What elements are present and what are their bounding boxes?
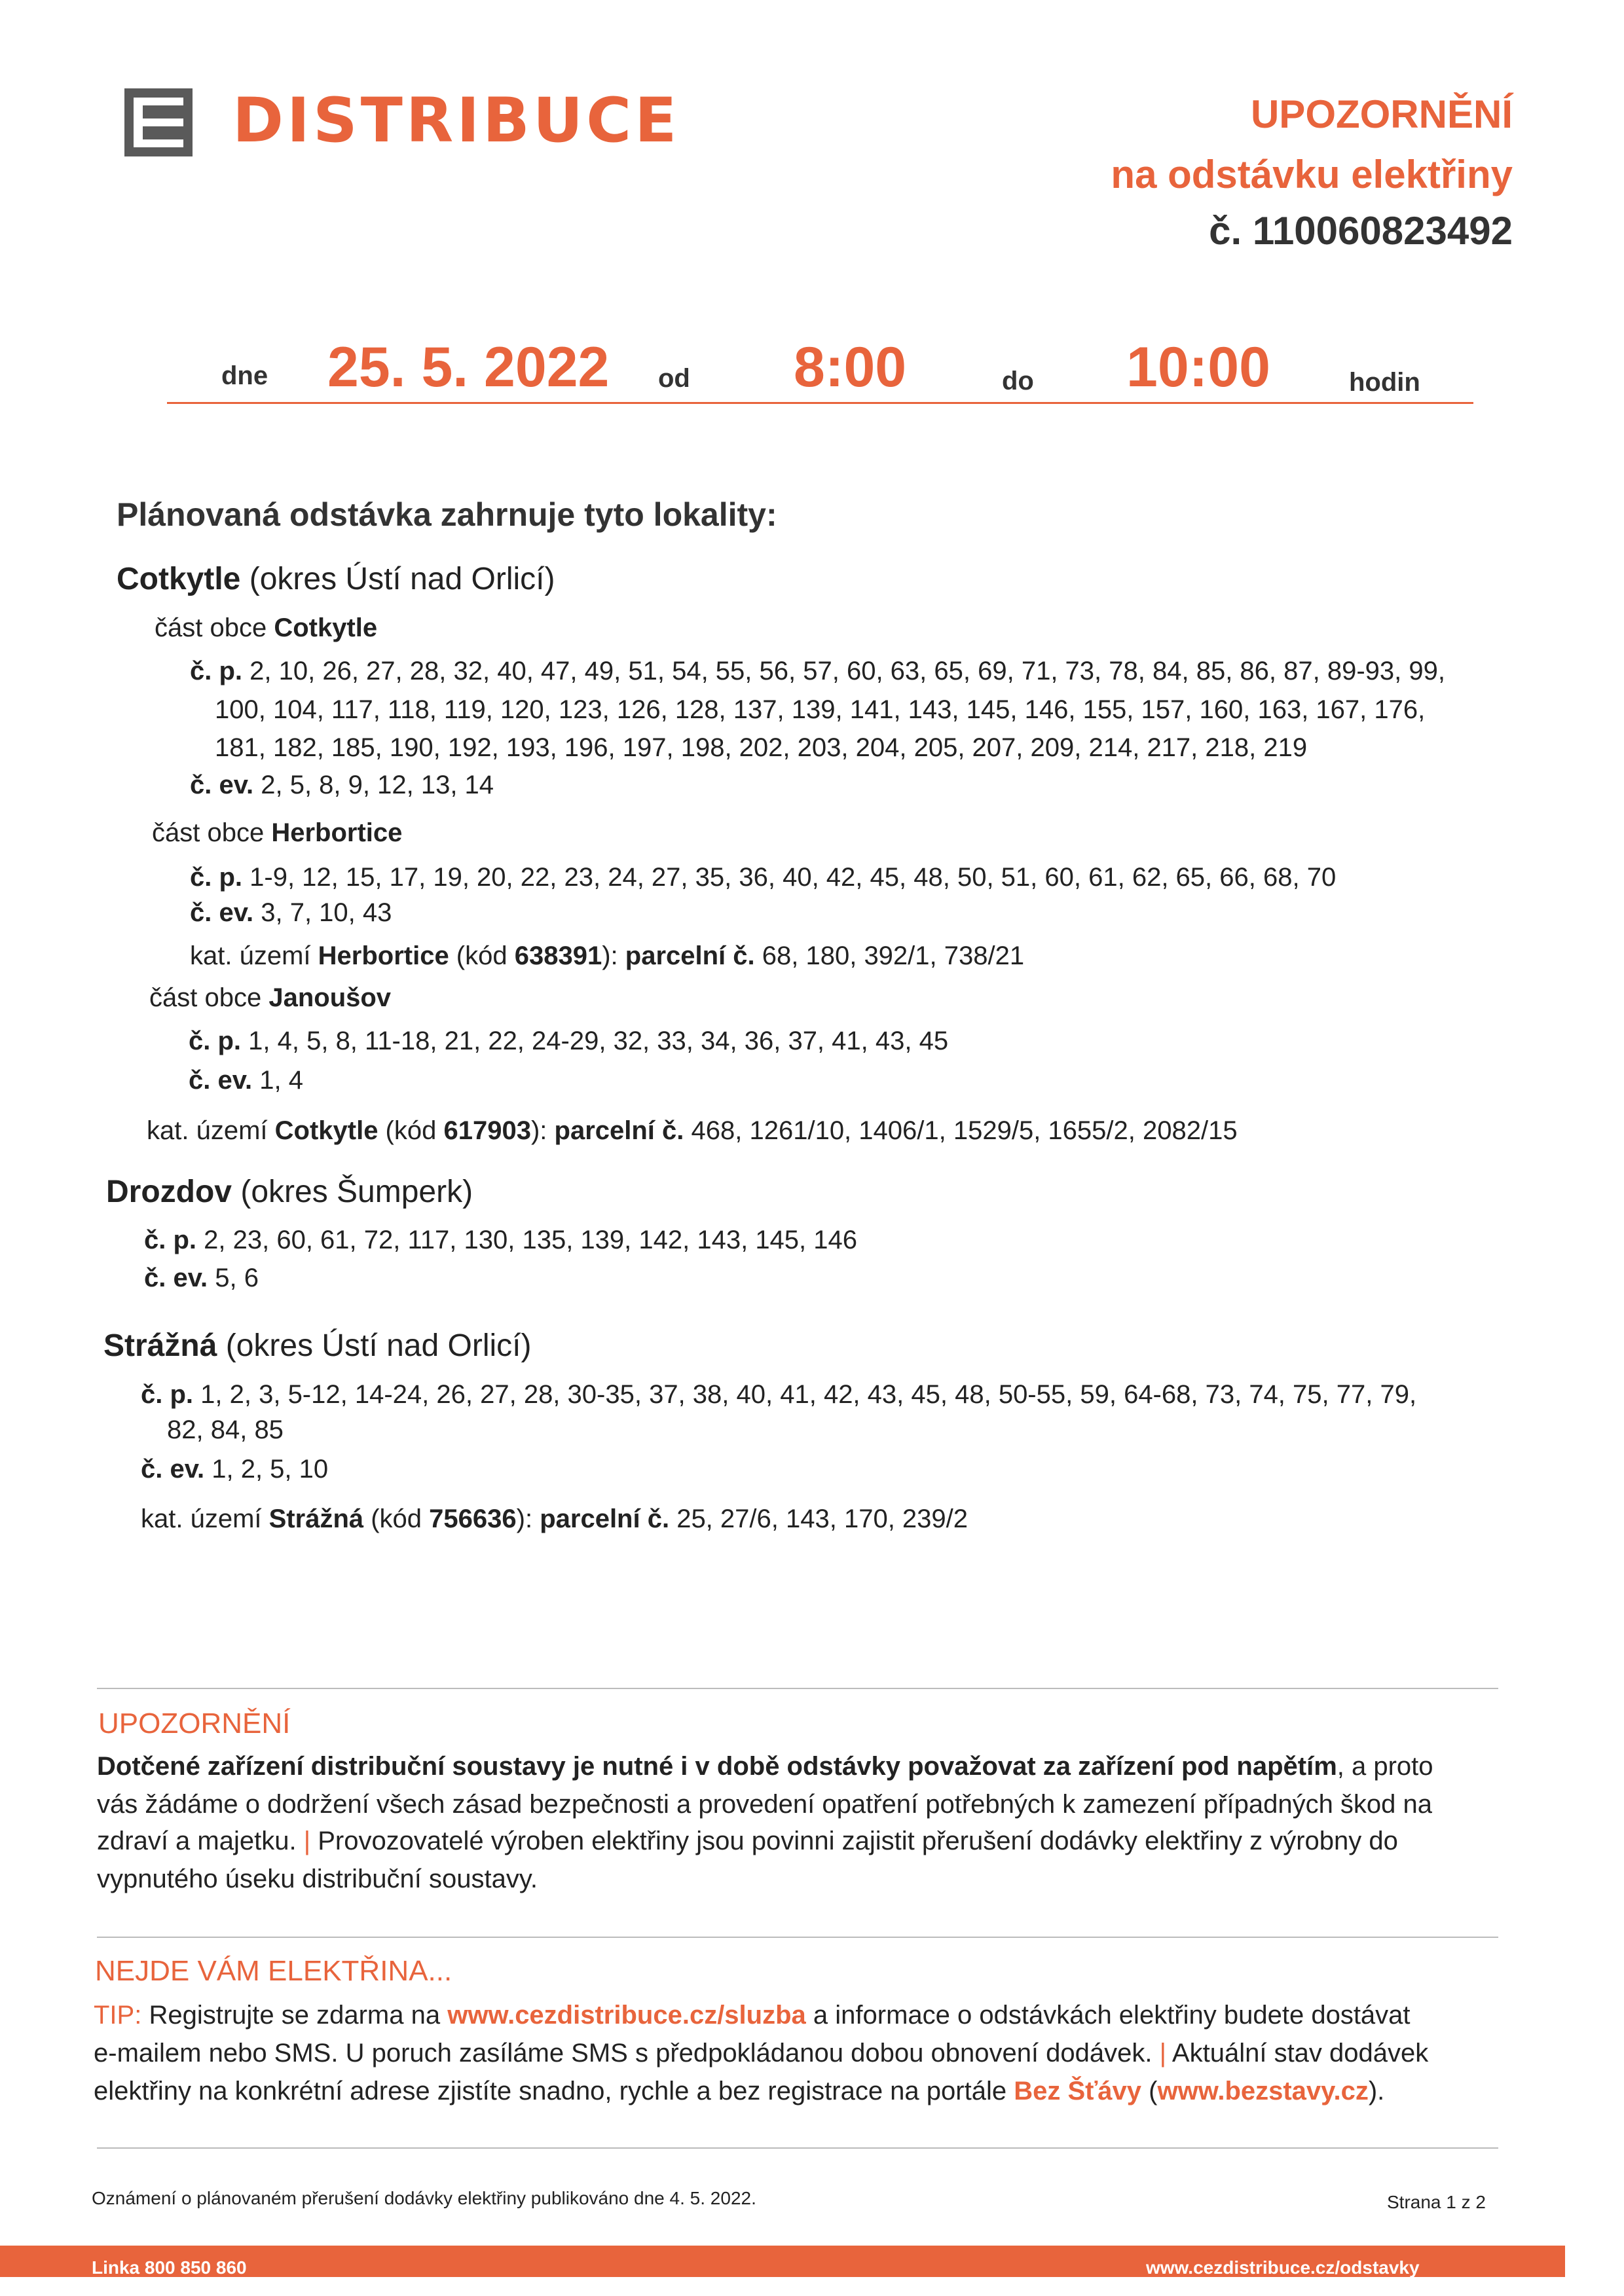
cp-values: 1-9, 12, 15, 17, 19, 20, 22, 23, 24, 27, 35, 36, 40, 42, 45, 48, 50, 51, 60, 61, 62, 65, 66, 68, 70 <box>242 863 1337 892</box>
cadastral-line <box>190 941 1024 971</box>
ev-line <box>141 1455 328 1484</box>
part-name: Herbortice <box>271 818 403 847</box>
kat-prefix: kat. území <box>147 1116 275 1145</box>
parcel-label: parcelní č. <box>540 1504 670 1533</box>
kat-code-prefix: (kód <box>363 1504 430 1533</box>
kat-name: Herbortice <box>318 941 449 970</box>
from-label: od <box>658 364 690 393</box>
hotline-text: Linka 800 850 860 <box>92 2257 247 2278</box>
date-underline <box>167 402 1473 404</box>
locality-district: (okres Ústí nad Orlicí) <box>217 1328 532 1363</box>
cp-values: 1, 2, 3, 5-12, 14-24, 26, 27, 28, 30-35, 37, 38, 40, 41, 42, 43, 45, 48, 50-55, 59, 64-68, 73, 74, 75, 77, 79, <box>193 1380 1417 1409</box>
cp-line: 100, 104, 117, 118, 119, 120, 123, 126, 128, 137, 139, 141, 143, 145, 146, 155, 157, 160, 163, 167, 176, <box>215 695 1426 724</box>
parcel-values: 68, 180, 392/1, 738/21 <box>754 941 1025 970</box>
tip-text: elektřiny na konkrétní adrese zjistíte snadno, rychle a bez registrace na portále <box>94 2077 1014 2105</box>
ev-label: č. ev. <box>189 1066 253 1095</box>
ev-values: 5, 6 <box>208 1264 259 1292</box>
locality-strazna <box>103 1328 531 1364</box>
cp-line: 82, 84, 85 <box>167 1415 284 1444</box>
warning-text: Provozovatelé výroben elektřiny jsou povinni zajistit přerušení dodávky elektřiny z výrobny do <box>310 1827 1398 1855</box>
warning-bold-lead: Dotčené zařízení distribuční soustavy je nutné i v době odstávky považovat za zařízení pod napětím <box>97 1752 1337 1781</box>
tip-line <box>94 2001 1411 2030</box>
bezstavy-link[interactable]: www.bezstavy.cz <box>1157 2077 1369 2105</box>
tip-text: Aktuální stav dodávek <box>1166 2039 1429 2068</box>
ev-line <box>144 1264 259 1293</box>
part-name: Janoušov <box>268 983 392 1012</box>
cadastral-line <box>141 1504 968 1534</box>
warning-line <box>97 1752 1505 1781</box>
kat-code-prefix: (kód <box>378 1116 444 1145</box>
ev-label: č. ev. <box>190 898 254 927</box>
kat-code-suffix: ): <box>516 1504 540 1533</box>
separator: | <box>303 1827 311 1855</box>
ev-label: č. ev. <box>190 771 254 799</box>
cp-values: 2, 23, 60, 61, 72, 117, 130, 135, 139, 142, 143, 145, 146 <box>196 1226 858 1254</box>
cp-line <box>144 1226 857 1255</box>
divider <box>97 1688 1498 1689</box>
locality-name: Cotkytle <box>117 562 241 596</box>
kat-code: 617903 <box>443 1116 531 1145</box>
tip-text: a informace o odstávkách elektřiny budete dostávat <box>805 2001 1411 2030</box>
portal-name: Bez Šťávy <box>1014 2077 1142 2105</box>
part-cotkytle <box>155 613 377 643</box>
cp-label: č. p. <box>189 1027 242 1055</box>
day-label: dne <box>221 361 268 390</box>
ev-label: č. ev. <box>141 1455 205 1484</box>
part-label: část obce <box>152 818 272 847</box>
notice-number: č. 110060823492 <box>1209 209 1513 253</box>
separator: | <box>1159 2039 1167 2068</box>
cp-line <box>190 657 1445 686</box>
locality-cotkytle <box>117 561 555 597</box>
locality-name: Drozdov <box>106 1175 232 1209</box>
part-label: část obce <box>155 613 274 642</box>
tip-line <box>94 2077 1384 2106</box>
ev-label: č. ev. <box>144 1264 208 1292</box>
kat-prefix: kat. území <box>141 1504 269 1533</box>
tip-text: ). <box>1368 2077 1385 2105</box>
cp-label: č. p. <box>190 657 243 685</box>
kat-prefix: kat. území <box>190 941 318 970</box>
ev-values: 3, 7, 10, 43 <box>253 898 392 927</box>
part-herbortice <box>152 818 402 848</box>
cp-label: č. p. <box>190 863 243 892</box>
kat-code: 756636 <box>429 1504 517 1533</box>
divider <box>97 2147 1498 2149</box>
cp-line <box>141 1380 1416 1410</box>
cp-line <box>190 863 1336 892</box>
part-name: Cotkytle <box>274 613 378 642</box>
warning-line: vás žádáme o dodržení všech zásad bezpečnosti a provedení opatření potřebných k zamezení případných škod na <box>97 1790 1433 1819</box>
intro-heading: Plánovaná odstávka zahrnuje tyto lokality: <box>117 496 777 533</box>
cez-logo-icon <box>124 88 193 156</box>
page-number: Strana 1 z 2 <box>1387 2192 1486 2212</box>
parcel-values: 25, 27/6, 143, 170, 239/2 <box>669 1504 969 1533</box>
parcel-values: 468, 1261/10, 1406/1, 1529/5, 1655/2, 2082/15 <box>684 1116 1238 1145</box>
tip-title: NEJDE VÁM ELEKTŘINA... <box>95 1955 452 1987</box>
registration-link[interactable]: www.cezdistribuce.cz/sluzba <box>447 2001 806 2030</box>
tip-text: e-mailem nebo SMS. U poruch zasíláme SMS s předpokládanou dobou obnovení dodávek. <box>94 2039 1160 2068</box>
cp-label: č. p. <box>141 1380 194 1409</box>
notice-subtitle: na odstávku elektřiny <box>1111 153 1513 196</box>
kat-code-suffix: ): <box>602 941 625 970</box>
locality-district: (okres Ústí nad Orlicí) <box>240 562 555 596</box>
locality-name: Strážná <box>103 1328 217 1363</box>
published-note: Oznámení o plánovaném přerušení dodávky elektřiny publikováno dne 4. 5. 2022. <box>92 2188 756 2208</box>
logo-text: DISTRIBUCE <box>232 85 680 156</box>
kat-name: Cotkytle <box>274 1116 378 1145</box>
warning-text: zdraví a majetku. <box>97 1827 304 1855</box>
warning-text: , a proto <box>1337 1752 1433 1781</box>
cadastral-line <box>147 1116 1238 1146</box>
parcel-label: parcelní č. <box>554 1116 684 1145</box>
cp-values: 2, 10, 26, 27, 28, 32, 40, 47, 49, 51, 54, 55, 56, 57, 60, 63, 65, 69, 71, 73, 78, 84, 85, 86, 87, 89-93, 99, <box>242 657 1446 685</box>
from-time: 8:00 <box>794 336 907 399</box>
kat-code: 638391 <box>514 941 602 970</box>
ev-values: 1, 2, 5, 10 <box>204 1455 329 1484</box>
to-label: do <box>1002 367 1034 395</box>
tip-label: TIP: <box>94 2001 142 2030</box>
to-time: 10:00 <box>1126 336 1270 399</box>
locality-district: (okres Šumperk) <box>232 1175 473 1209</box>
warning-line: vypnutého úseku distribuční soustavy. <box>97 1865 538 1893</box>
cp-line <box>189 1027 948 1056</box>
part-label: část obce <box>149 983 269 1012</box>
hours-label: hodin <box>1349 368 1420 397</box>
kat-code-prefix: (kód <box>449 941 515 970</box>
ev-line <box>190 771 494 800</box>
notice-title: UPOZORNĚNÍ <box>1250 92 1513 136</box>
ev-values: 2, 5, 8, 9, 12, 13, 14 <box>253 771 494 799</box>
kat-name: Strážná <box>268 1504 364 1533</box>
tip-text: ( <box>1141 2077 1158 2105</box>
kat-code-suffix: ): <box>530 1116 555 1145</box>
ev-values: 1, 4 <box>252 1066 303 1095</box>
outages-url[interactable]: www.cezdistribuce.cz/odstavky <box>1146 2257 1420 2278</box>
divider <box>97 1937 1498 1938</box>
cp-label: č. p. <box>144 1226 197 1254</box>
ev-line <box>189 1066 303 1095</box>
warning-line <box>97 1827 1398 1856</box>
tip-line <box>94 2039 1428 2068</box>
parcel-label: parcelní č. <box>625 941 755 970</box>
locality-drozdov <box>106 1174 473 1210</box>
outage-date: 25. 5. 2022 <box>327 336 610 399</box>
tip-text: Registrujte se zdarma na <box>141 2001 448 2030</box>
ev-line <box>190 898 392 928</box>
cp-line: 181, 182, 185, 190, 192, 193, 196, 197, 198, 202, 203, 204, 205, 207, 209, 214, 217, 218, 219 <box>215 733 1308 762</box>
cp-values: 1, 4, 5, 8, 11-18, 21, 22, 24-29, 32, 33, 34, 36, 37, 41, 43, 45 <box>241 1027 949 1055</box>
warning-title: UPOZORNĚNÍ <box>98 1707 291 1740</box>
part-janousov <box>149 983 391 1013</box>
